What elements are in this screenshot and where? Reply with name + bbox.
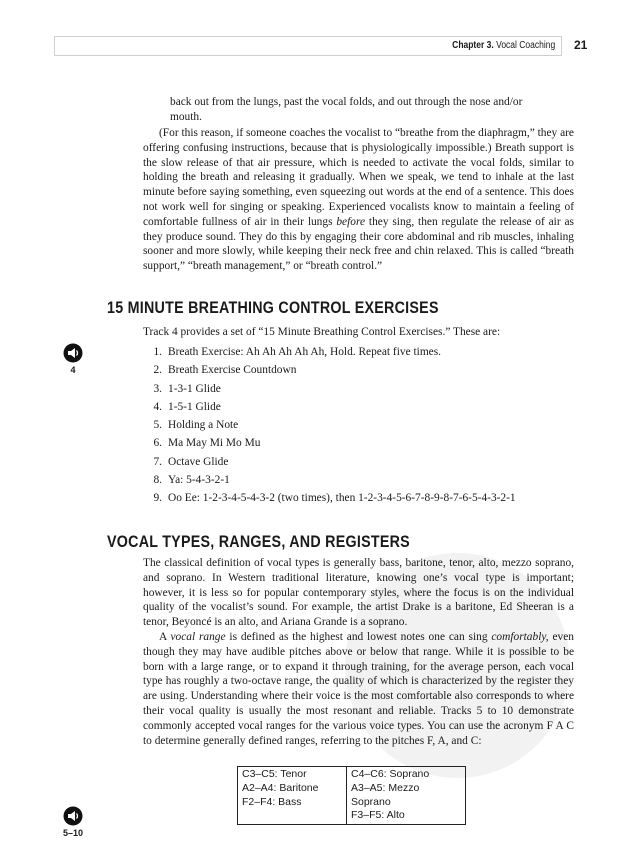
vocal-range-table — [237, 766, 466, 825]
list-item: 9. Oo Ee: 1-2-3-4-5-4-3-2 (two times), then 1-2-3-4-5-6-7-8-9-8-7-6-5-4-3-2-1 — [153, 492, 516, 505]
list-item: 5. Holding a Note — [153, 419, 239, 432]
speaker-icon — [63, 806, 83, 826]
track-label: 5–10 — [62, 828, 84, 838]
page-number: 21 — [574, 38, 588, 52]
list-item: 1. Breath Exercise: Ah Ah Ah Ah Ah, Hold. Repeat five times. — [153, 346, 442, 358]
list-item: 3. 1-3-1 Glide — [153, 382, 221, 395]
list-item: 4. 1-5-1 Glide — [153, 400, 221, 413]
speaker-icon — [63, 343, 83, 363]
list-item: 8. Ya: 5-4-3-2-1 — [153, 474, 230, 487]
section-heading-vocal-types: VOCAL TYPES, RANGES, AND REGISTERS — [107, 532, 410, 551]
running-header — [54, 36, 562, 56]
list-item: 7. Octave Glide — [153, 455, 229, 468]
list-item: 6. Ma May Mi Mo Mu — [153, 437, 261, 450]
female-ranges-cell: C4–C6: Soprano A3–A5: Mezzo Soprano F3–F5: Alto — [347, 767, 466, 825]
vocal-types-paragraph: The classical definition of vocal types is generally bass, baritone, tenor, alto, mezzo soprano, and soprano. In Western traditional literature, knowing one’s vocal type is important; however, it is less so for popular contemporary styles, where the focus is on the individual quality of the vocalist’s sound. For example, the artist Drake is a baritone, Ed Sheeran is a tenor, Beyoncé is an alto, and Ariana Grande is a soprano. — [143, 557, 574, 629]
audio-track-marker[interactable] — [58, 343, 88, 375]
audio-track-marker[interactable] — [58, 806, 88, 838]
breath-support-paragraph: (For this reason, if someone coaches the vocalist to “breathe from the diaphragm,” they are offering confusing instructions, because that is physiologically impossible.) Breath support is the slow release of that air pressure, which is needed to activate the vocal folds, similar to holding the breath and releasing it gradually. When we speak, we tend to inhale at the last minute before saying something, even squeezing out words at the end of a sentence. This does not work well for singing or speaking. Experienced vocalists know to maintain a feeling of comfortable fullness of air in their lungs before they sing, then regulate the release of air as they produce sound. They do this by engaging their core abdominal and rib muscles, inhaling sooner and more slowly, while keeping their neck free and chin relaxed. This is called “breath support,” “breath management,” or “breath control.” — [143, 127, 574, 273]
breathing-intro: Track 4 provides a set of “15 Minute Breathing Control Exercises.” These are: — [143, 326, 501, 338]
chapter-title: Chapter 3. Vocal Coaching — [451, 40, 555, 51]
section-heading-breathing: 15 MINUTE BREATHING CONTROL EXERCISES — [107, 298, 439, 317]
continued-list-text: back out from the lungs, past the vocal folds, and out through the nose and/or mouth. — [170, 96, 523, 123]
male-ranges-cell: C3–C5: Tenor A2–A4: Baritone F2–F4: Bass — [238, 767, 347, 825]
list-item: 2. Breath Exercise Countdown — [153, 364, 297, 377]
exercise-list — [143, 345, 516, 510]
vocal-range-paragraph: A vocal range is defined as the highest and lowest notes one can sing comfortably, even though they may have audible pitches above or below that range. While it is possible to be born with a large range, or to expand it through training, for the average person, each vocal type has roughly a two-octave range, the quality of which is characterized by the register they are using. Understanding where their voice is the most comfortable also corresponds to where their vocal quality is usually the most resonant and reliable. Tracks 5 to 10 demonstrate commonly accepted vocal ranges for the various voice types. You can use the acronym F A C to determine generally defined ranges, referring to the pitches F, A, and C: — [143, 630, 574, 747]
vocal-types-paragraphs — [143, 556, 574, 748]
track-label: 4 — [70, 365, 76, 375]
